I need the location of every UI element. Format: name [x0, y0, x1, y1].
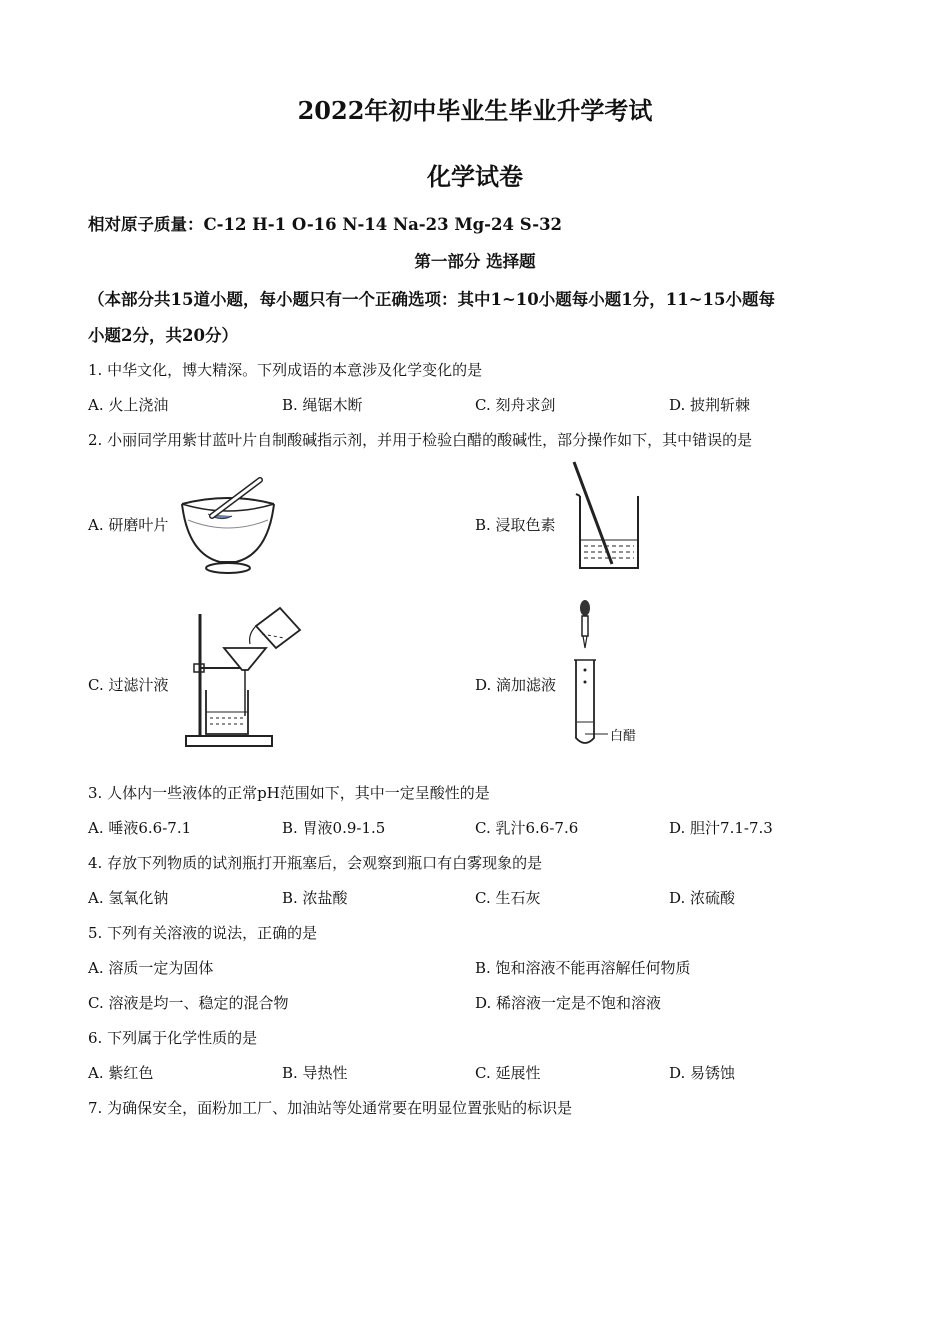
option-a: A. 火上浇油: [88, 396, 169, 414]
section-note-line2: 小题2分，共20分）: [88, 326, 238, 345]
option-b: B. 饱和溶液不能再溶解任何物质: [475, 959, 691, 977]
question-stem: 6. 下列属于化学性质的是: [88, 1029, 258, 1047]
beaker-stirring-figure: [568, 460, 644, 572]
option-b: B. 浸取色素: [475, 516, 556, 534]
option-d: D. 浓硫酸: [669, 889, 736, 907]
question-stem: 4. 存放下列物质的试剂瓶打开瓶塞后，会观察到瓶口有白雾现象的是: [88, 854, 543, 872]
option-d: D. 稀溶液一定是不饱和溶液: [475, 994, 662, 1012]
option-c: C. 生石灰: [475, 889, 541, 907]
white-vinegar-label: 白醋: [610, 729, 637, 744]
option-a: A. 紫红色: [88, 1064, 154, 1082]
option-a: A. 溶质一定为固体: [88, 959, 214, 977]
option-c: C. 乳汁6.6-7.6: [475, 819, 579, 837]
option-b: B. 胃液0.9-1.5: [282, 819, 386, 837]
question-stem: 2. 小丽同学用紫甘蓝叶片自制酸碱指示剂，并用于检验白醋的酸碱性，部分操作如下，其中错误的是: [88, 431, 753, 449]
option-d: D. 易锈蚀: [669, 1064, 736, 1082]
option-d: D. 滴加滤液: [475, 676, 557, 694]
paper-subtitle: 化学试卷: [427, 162, 523, 191]
exam-title: 2022年初中毕业生毕业升学考试: [297, 96, 653, 125]
option-b: B. 绳锯木断: [282, 396, 363, 414]
option-a: A. 唾液6.6-7.1: [88, 819, 192, 837]
option-c: C. 溶液是均一、稳定的混合物: [88, 994, 289, 1012]
question-stem: 1. 中华文化，博大精深。下列成语的本意涉及化学变化的是: [88, 361, 483, 379]
option-b: B. 导热性: [282, 1064, 348, 1082]
option-a: A. 研磨叶片: [88, 516, 169, 534]
option-b: B. 浓盐酸: [282, 889, 348, 907]
section-heading: 第一部分 选择题: [414, 252, 536, 271]
question-stem: 5. 下列有关溶液的说法，正确的是: [88, 924, 318, 942]
question-stem: 7. 为确保安全，面粉加工厂、加油站等处通常要在明显位置张贴的标识是: [88, 1099, 573, 1117]
dropper-test-tube-figure: [572, 598, 612, 748]
option-d: D. 胆汁7.1-7.3: [669, 819, 773, 837]
section-note-line1: （本部分共15道小题，每小题只有一个正确选项：其中1~10小题每小题1分，11~15小题每: [88, 290, 775, 309]
option-c: C. 刻舟求剑: [475, 396, 556, 414]
question-stem: 3. 人体内一些液体的正常pH范围如下，其中一定呈酸性的是: [88, 784, 490, 802]
option-c: C. 过滤汁液: [88, 676, 169, 694]
atomic-mass-line: 相对原子质量：C-12 H-1 O-16 N-14 Na-23 Mg-24 S-32: [88, 215, 563, 234]
option-c: C. 延展性: [475, 1064, 541, 1082]
filtration-apparatus-figure: [184, 604, 302, 748]
mortar-pestle-figure: [178, 474, 278, 578]
option-d: D. 披荆斩棘: [669, 396, 751, 414]
option-a: A. 氢氧化钠: [88, 889, 169, 907]
